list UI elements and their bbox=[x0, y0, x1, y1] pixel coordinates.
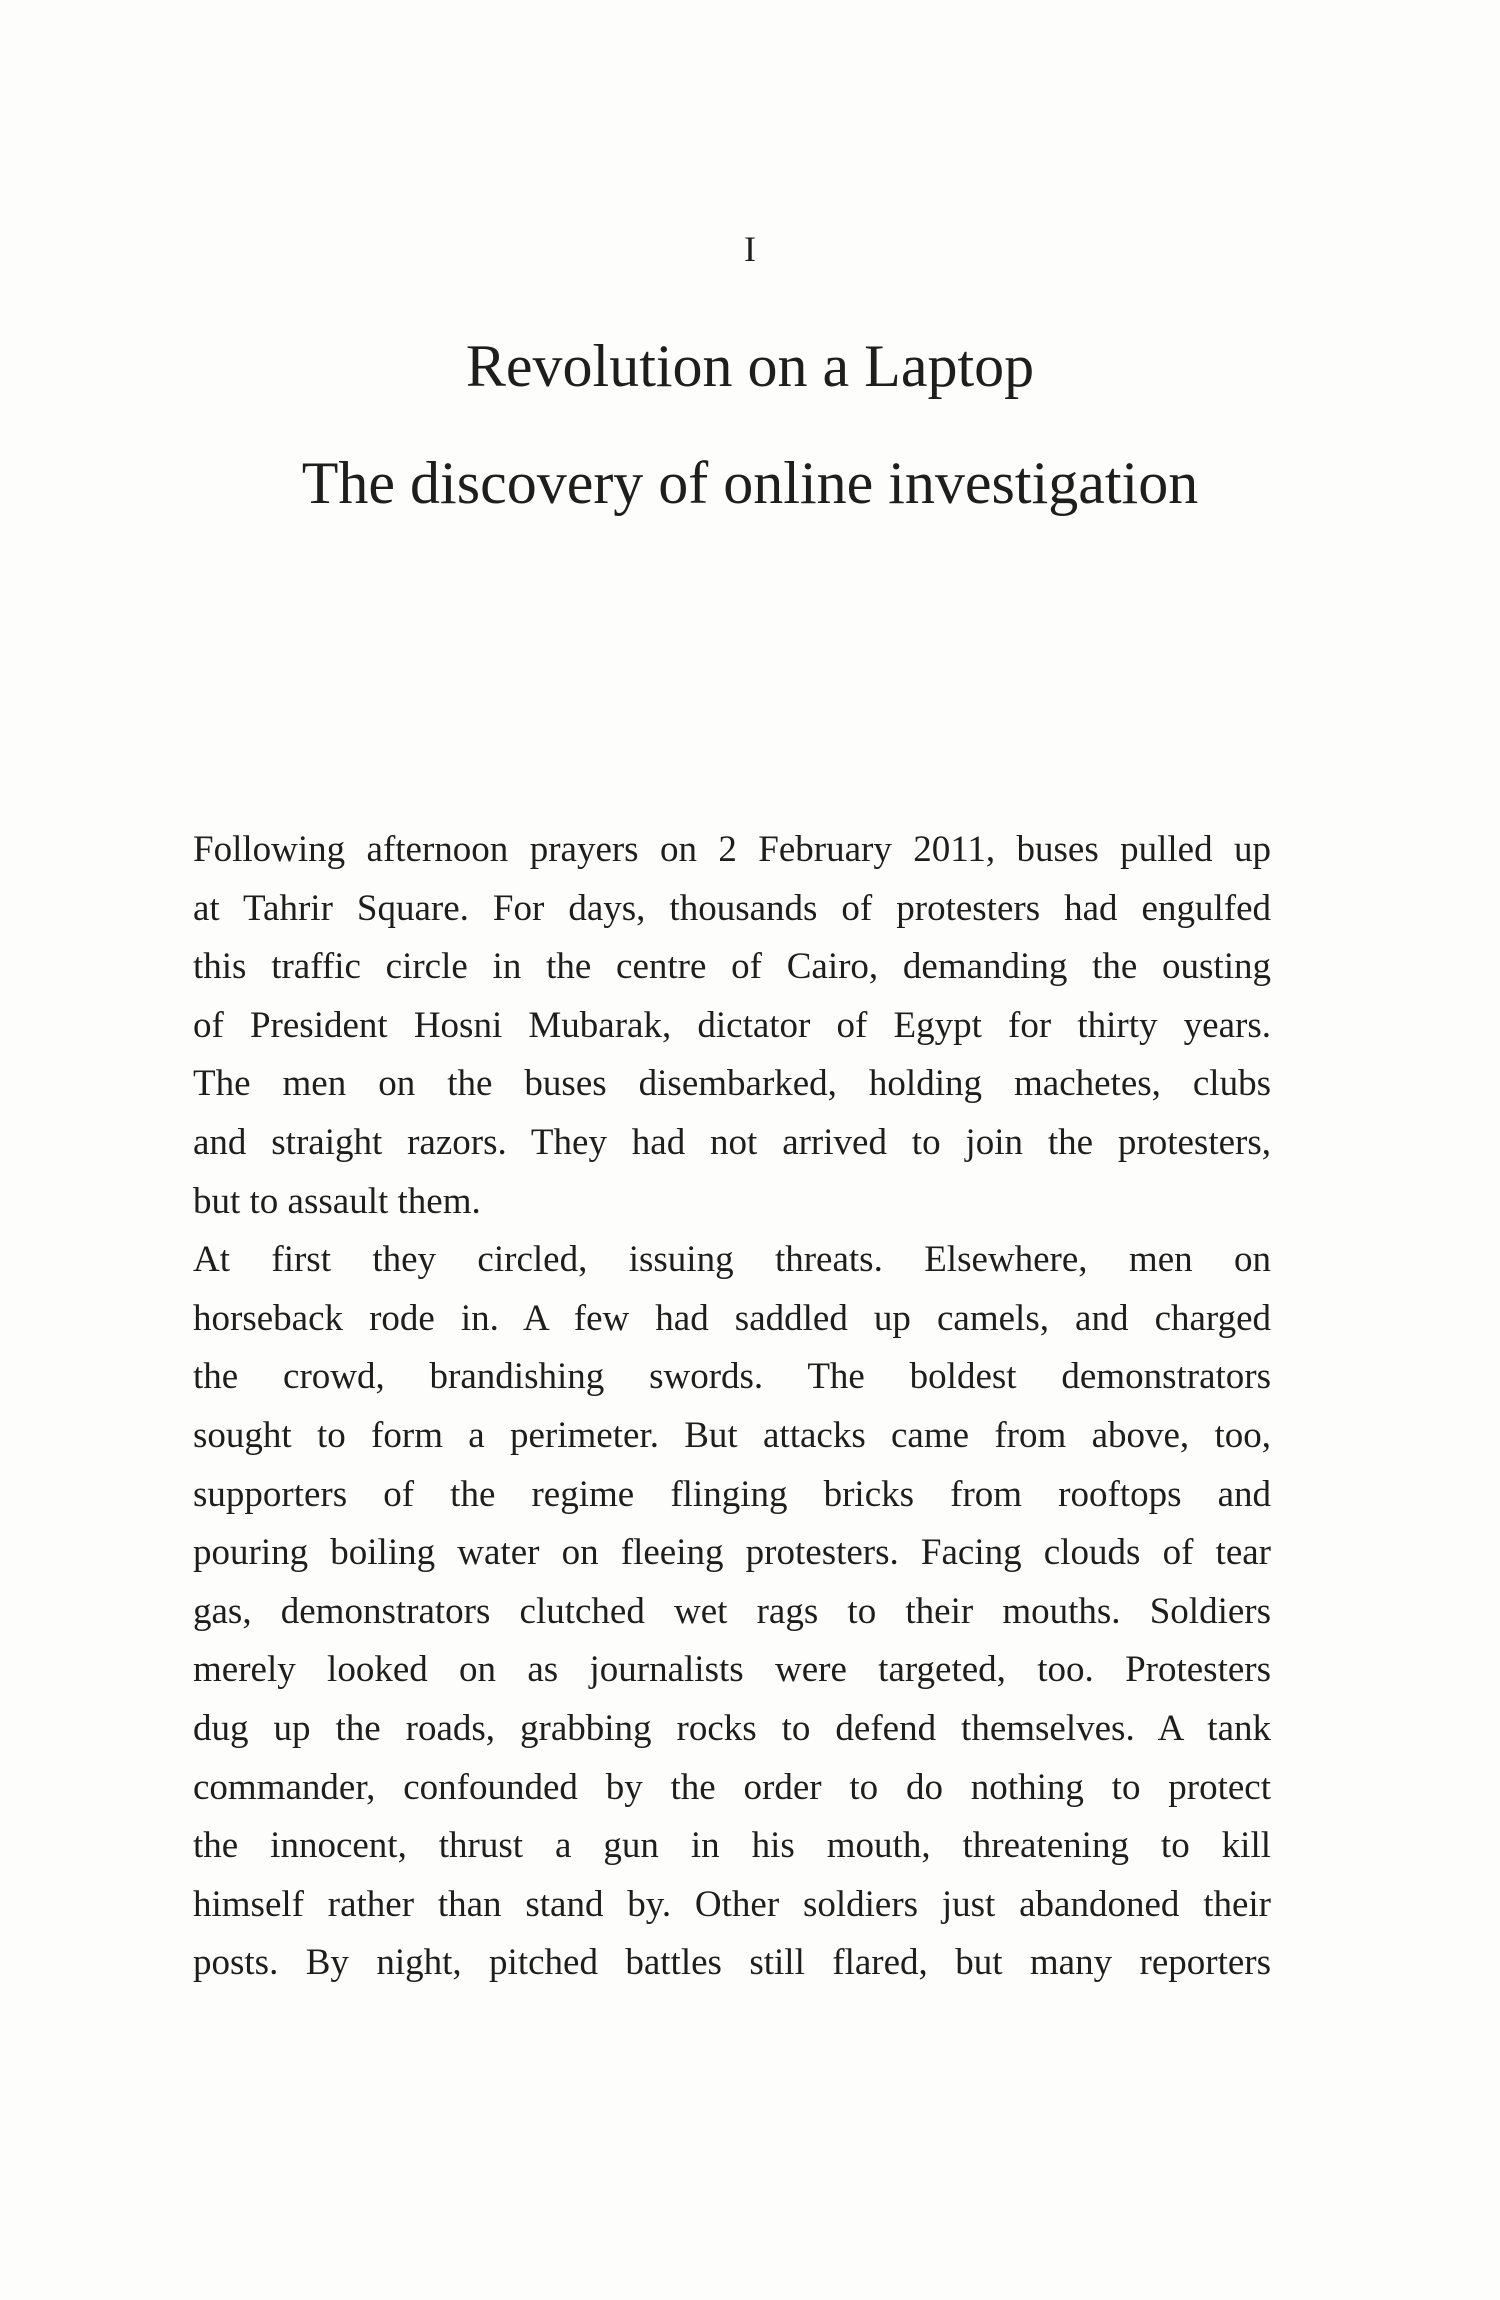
chapter-title: Revolution on a Laptop bbox=[465, 333, 1035, 399]
text-line: this traffic circle in the centre of Cairo, demanding the ousting bbox=[193, 946, 1271, 988]
text-line: the innocent, thrust a gun in his mouth, threatening to kill bbox=[193, 1825, 1271, 1867]
paragraph bbox=[193, 1231, 1271, 1993]
text-line: At first they circled, issuing threats. Elsewhere, men on bbox=[193, 1239, 1271, 1281]
chapter-number: I bbox=[744, 229, 756, 269]
text-line: and straight razors. They had not arrived to join the protesters, bbox=[193, 1121, 1271, 1163]
text-line: sought to form a perimeter. But attacks came from above, too, bbox=[193, 1414, 1271, 1456]
text-line: dug up the roads, grabbing rocks to defend themselves. A tank bbox=[193, 1707, 1271, 1749]
text-line: gas, demonstrators clutched wet rags to their mouths. Soldiers bbox=[193, 1590, 1271, 1632]
text-line: commander, confounded by the order to do nothing to protect bbox=[193, 1766, 1271, 1808]
text-line: at Tahrir Square. For days, thousands of protesters had engulfed bbox=[193, 887, 1271, 929]
text-line: the crowd, brandishing swords. The boldest demonstrators bbox=[193, 1356, 1271, 1398]
paragraph bbox=[193, 821, 1271, 1231]
text-line: merely looked on as journalists were targeted, too. Protesters bbox=[193, 1649, 1271, 1691]
body-text bbox=[193, 821, 1271, 1993]
text-line: pouring boiling water on fleeing protesters. Facing clouds of tear bbox=[193, 1532, 1271, 1574]
text-line: of President Hosni Mubarak, dictator of Egypt for thirty years. bbox=[193, 1004, 1271, 1046]
text-line: himself rather than stand by. Other soldiers just abandoned their bbox=[193, 1883, 1271, 1925]
text-line: supporters of the regime flinging bricks from rooftops and bbox=[193, 1473, 1271, 1515]
text-line: but to assault them. bbox=[193, 1180, 481, 1222]
text-line: posts. By night, pitched battles still flared, but many reporters bbox=[193, 1942, 1271, 1984]
chapter-subtitle: The discovery of online investigation bbox=[301, 450, 1199, 516]
text-line: The men on the buses disembarked, holding machetes, clubs bbox=[193, 1063, 1271, 1105]
text-line: horseback rode in. A few had saddled up camels, and charged bbox=[193, 1297, 1271, 1339]
text-line: Following afternoon prayers on 2 February 2011, buses pulled up bbox=[193, 829, 1271, 870]
